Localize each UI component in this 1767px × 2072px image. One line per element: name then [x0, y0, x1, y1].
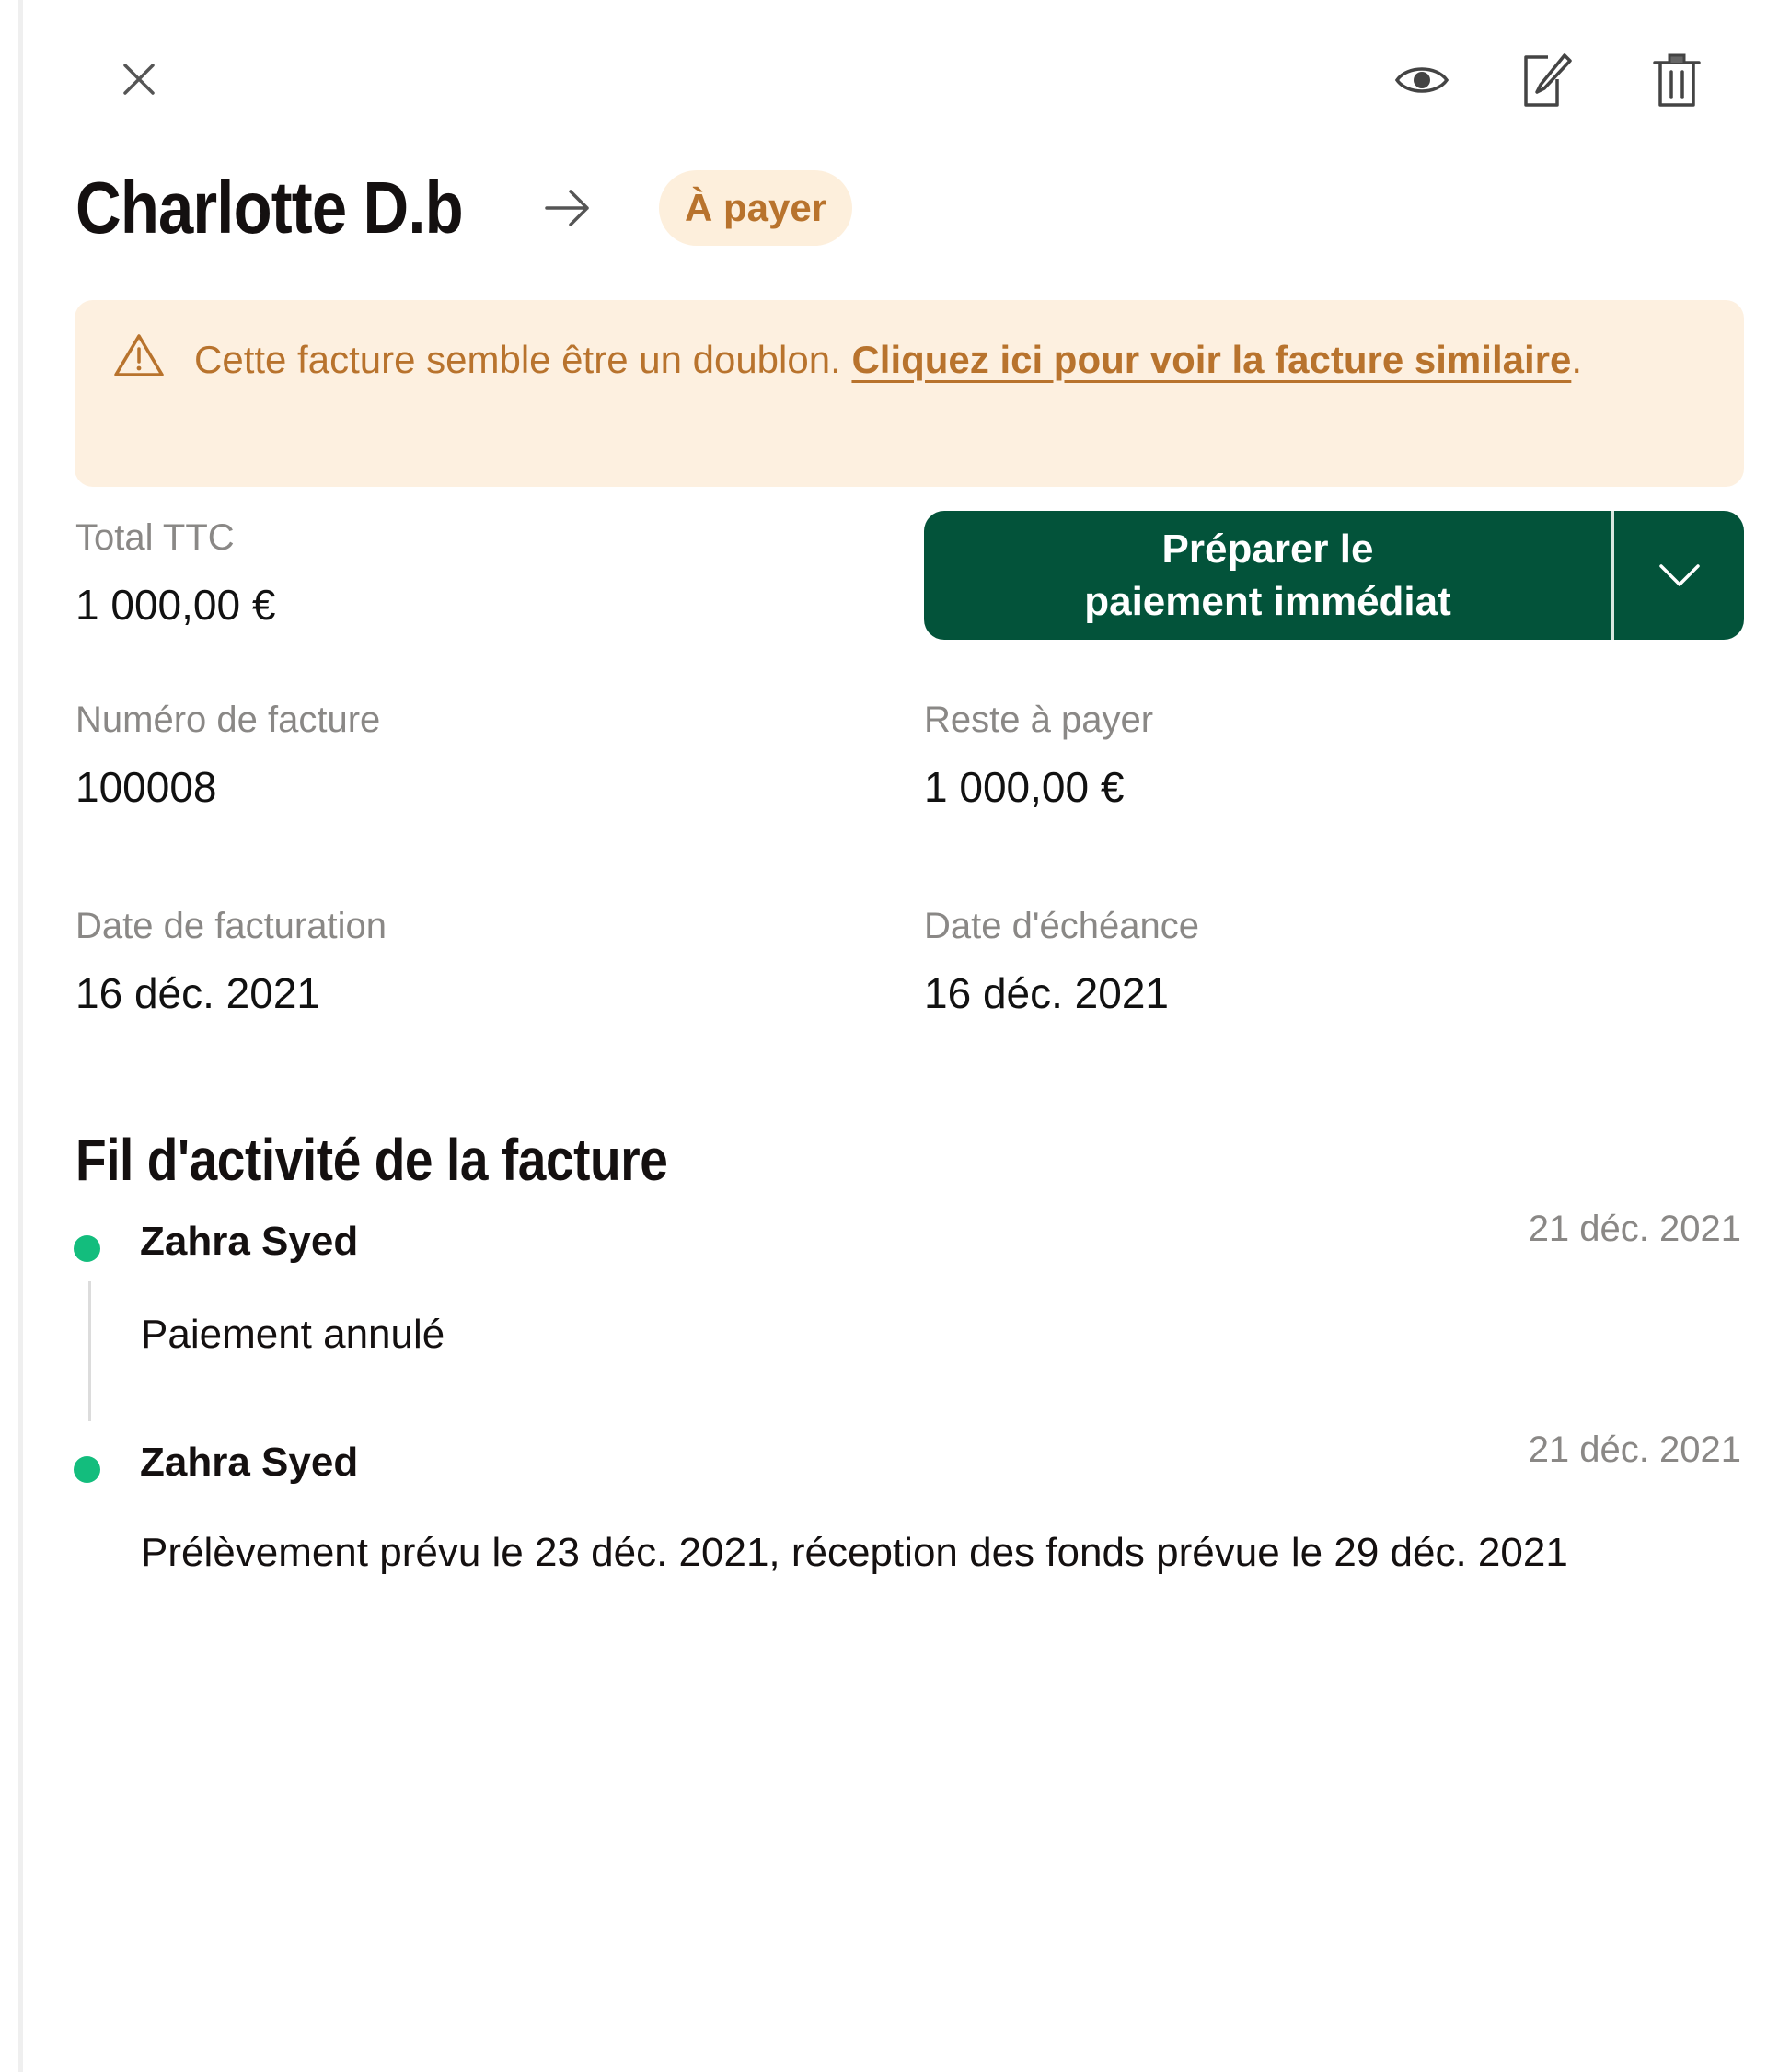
invoice-date-value: 16 déc. 2021	[75, 969, 321, 1017]
eye-icon	[1394, 62, 1449, 98]
edit-icon	[1520, 52, 1572, 109]
activity-description: Prélèvement prévu le 23 déc. 2021, réception des fonds prévue le 29 déc. 2021	[141, 1530, 1568, 1575]
open-supplier-link[interactable]	[543, 184, 593, 232]
warning-suffix: .	[1571, 338, 1583, 381]
due-date-value: 16 déc. 2021	[924, 969, 1170, 1017]
warning-icon	[113, 332, 165, 378]
prepare-immediate-payment-button[interactable]	[924, 511, 1611, 640]
total-ttc-label: Total TTC	[75, 517, 235, 558]
page-title-wrap	[75, 164, 525, 252]
similar-invoice-link[interactable]: Cliquez ici pour voir la facture similaire	[851, 338, 1572, 381]
total-ttc-value: 1 000,00 €	[75, 581, 276, 629]
view-button[interactable]	[1385, 46, 1459, 114]
prepare-payment-split-button	[924, 511, 1744, 640]
invoice-date-label: Date de facturation	[75, 906, 387, 946]
status-badge: À payer	[659, 170, 852, 246]
activity-date: 21 déc. 2021	[1528, 1209, 1741, 1249]
invoice-number-value: 100008	[75, 763, 217, 811]
edit-button[interactable]	[1509, 46, 1583, 114]
prepare-payment-label-line2: paiement immédiat	[1084, 579, 1451, 624]
prepare-payment-label-line1: Préparer le	[1161, 527, 1374, 572]
warning-text: Cette facture semble être un doublon.	[194, 338, 852, 381]
activity-date: 21 déc. 2021	[1528, 1430, 1741, 1470]
timeline-dot	[74, 1456, 100, 1483]
arrow-right-icon	[543, 184, 593, 232]
page-title: Charlotte D.b	[75, 167, 463, 249]
activity-description: Paiement annulé	[141, 1312, 445, 1357]
remaining-value: 1 000,00 €	[924, 763, 1125, 811]
panel-left-border	[18, 0, 23, 2072]
timeline-dot	[74, 1235, 100, 1262]
chevron-down-icon	[1658, 563, 1701, 587]
duplicate-warning-banner	[75, 300, 1744, 487]
activity-feed-title: Fil d'activité de la facture	[75, 1127, 668, 1193]
remaining-label: Reste à payer	[924, 700, 1154, 740]
delete-button[interactable]	[1643, 46, 1711, 114]
trash-icon	[1653, 52, 1701, 109]
close-button[interactable]	[110, 51, 167, 108]
activity-actor: Zahra Syed	[140, 1440, 359, 1485]
timeline-connector	[88, 1281, 91, 1421]
activity-actor: Zahra Syed	[140, 1219, 359, 1264]
warning-message	[194, 320, 1703, 399]
due-date-label: Date d'échéance	[924, 906, 1199, 946]
payment-options-dropdown-button[interactable]	[1614, 511, 1744, 640]
close-icon	[122, 63, 156, 96]
invoice-number-label: Numéro de facture	[75, 700, 381, 740]
